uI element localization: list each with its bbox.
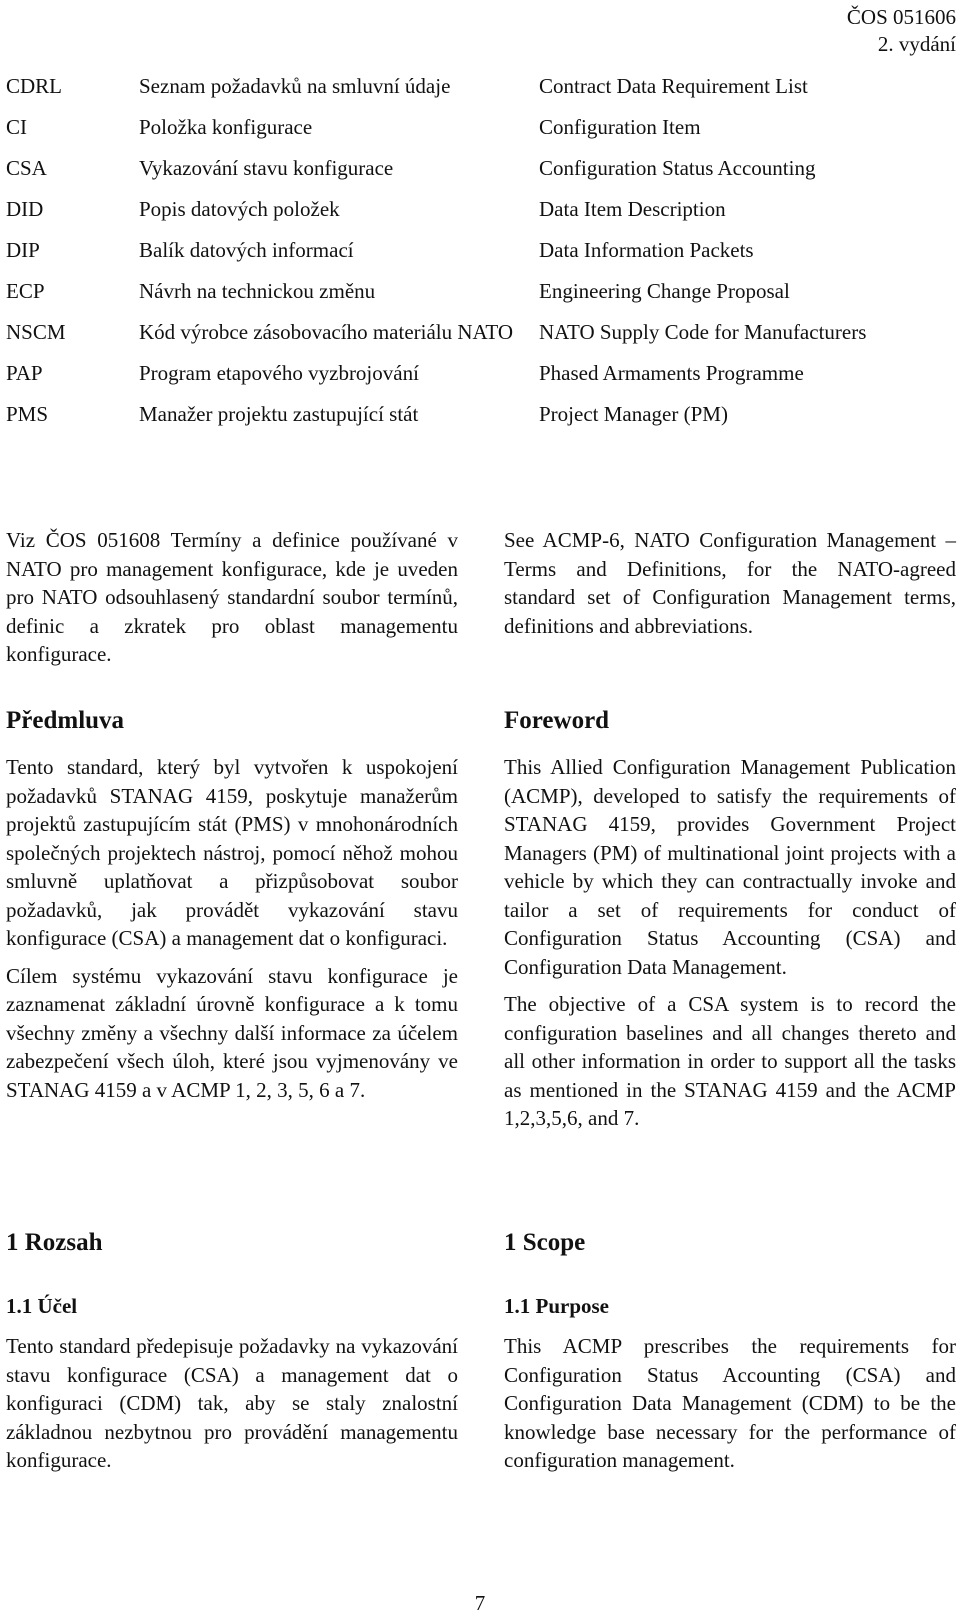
abbreviation-row (0, 359, 960, 400)
abbreviation-czech: Seznam požadavků na smluvní údaje (139, 74, 451, 98)
foreword-czech (6, 706, 458, 1142)
abbreviation-code: NSCM (6, 320, 66, 344)
abbreviation-english: NATO Supply Code for Manufacturers (539, 320, 867, 344)
abbreviation-english: Project Manager (PM) (539, 402, 728, 426)
abbreviation-english: Data Item Description (539, 197, 726, 221)
abbreviation-code: CI (6, 115, 27, 139)
abbreviation-english: Engineering Change Proposal (539, 279, 790, 303)
purpose-heading-czech: 1.1 Účel (6, 1294, 78, 1318)
edition-label: 2. vydání (877, 32, 956, 56)
reference-text-english: See ACMP-6, NATO Configuration Management – Terms and Definitions, for the NATO-agreed standard set of Configuration Management terms, definitions and abbreviations. (504, 528, 956, 638)
foreword-english (504, 706, 956, 1142)
abbreviation-row (0, 195, 960, 236)
abbreviation-row (0, 236, 960, 277)
abbreviation-english: Configuration Item (539, 115, 701, 139)
abbreviation-czech: Manažer projektu zastupující stát (139, 402, 419, 426)
reference-section (0, 526, 960, 678)
purpose-text-czech: Tento standard předepisuje požadavky na vykazování stavu konfigurace (CSA) a management dat o konfiguraci (CDM) tak, aby se staly znalostní základnou nezbytnou pro provádění managementu konfigurace. (6, 1334, 458, 1472)
abbreviation-code: ECP (6, 279, 45, 303)
abbreviation-row (0, 113, 960, 154)
abbreviation-code: CSA (6, 156, 47, 180)
page-number: 7 (474, 1591, 486, 1615)
foreword-heading-czech: Předmluva (6, 707, 125, 734)
abbreviation-czech: Položka konfigurace (139, 115, 313, 139)
scope-heading-czech: 1 Rozsah (6, 1229, 103, 1256)
abbreviation-code: CDRL (6, 74, 63, 98)
scope-heading-english: 1 Scope (504, 1229, 586, 1256)
abbreviation-row (0, 277, 960, 318)
reference-czech (6, 526, 458, 678)
abbreviation-table (0, 72, 960, 441)
purpose-heading-english: 1.1 Purpose (504, 1294, 609, 1318)
foreword-paragraph-czech: Tento standard, který byl vytvořen k uspokojení požadavků STANAG 4159, poskytuje manažerům projektů zastupujícím stát (PMS) v mnohonárodních společných projektech nástroj, pomocí něhož mohou smluvně uplatňovat a přizpůsobovat soubor požadavků, jak provádět vykazování stavu konfigurace (CSA) a management dat o konfiguraci. (6, 755, 458, 950)
abbreviation-row (0, 154, 960, 195)
abbreviation-code: DID (6, 197, 44, 221)
abbreviation-czech: Kód výrobce zásobovacího materiálu NATO (139, 320, 514, 344)
abbreviation-czech: Balík datových informací (139, 238, 354, 262)
reference-english (504, 526, 956, 678)
foreword-objective-czech: Cílem systému vykazování stavu konfigurace je zaznamenat základní úrovně konfigurace a k tomu všechny změny a všechny další informace za účelem zabezpečení všech úloh, které jsou vyjmenovány ve STANAG 4159 a v ACMP 1, 2, 3, 5, 6 a 7. (6, 963, 458, 1102)
foreword-heading-english: Foreword (504, 707, 610, 734)
reference-text-czech: Viz ČOS 051608 Termíny a definice používané v NATO pro management konfigurace, kde je uveden pro NATO odsouhlasený standardní soubor termínů, definic a zkratek pro oblast managementu konfigurace. (6, 528, 458, 666)
document-header (847, 4, 956, 58)
abbreviation-czech: Návrh na technickou změnu (139, 279, 376, 303)
abbreviation-code: PMS (6, 402, 49, 426)
abbreviation-czech: Program etapového vyzbrojování (139, 361, 419, 385)
abbreviation-row (0, 72, 960, 113)
scope-czech (6, 1228, 458, 1484)
abbreviation-row (0, 318, 960, 359)
abbreviation-code: PAP (6, 361, 43, 385)
purpose-text-english: This ACMP prescribes the requirements for Configuration Status Accounting (CSA) and Configuration Data Management (CDM) to be the knowledge base necessary for the performance of configuration management. (504, 1334, 956, 1472)
abbreviation-code: DIP (6, 238, 40, 262)
scope-section (0, 1228, 960, 1484)
scope-english (504, 1228, 956, 1484)
abbreviation-english: Configuration Status Accounting (539, 156, 816, 180)
foreword-objective-english: The objective of a CSA system is to record the configuration baselines and all changes thereto and all other information in order to support all the tasks as mentioned in the STANAG 4159 and the ACMP 1,2,3,5,6, and 7. (504, 992, 956, 1130)
abbreviation-english: Phased Armaments Programme (539, 361, 804, 385)
abbreviation-row (0, 400, 960, 441)
abbreviation-czech: Vykazování stavu konfigurace (139, 156, 394, 180)
abbreviation-english: Data Information Packets (539, 238, 754, 262)
standard-code: ČOS 051606 (846, 5, 956, 29)
abbreviation-english: Contract Data Requirement List (539, 74, 808, 98)
foreword-section (0, 706, 960, 1142)
foreword-paragraph-english: This Allied Configuration Management Publication (ACMP), developed to satisfy the requirements of STANAG 4159, provides Government Project Managers (PM) of multinational joint projects with a vehicle by which they can contractually invoke and tailor a set of requirements for conduct of Configuration Status Accounting (CSA) and Configuration Data Management. (504, 755, 956, 979)
abbreviation-czech: Popis datových položek (139, 197, 340, 221)
